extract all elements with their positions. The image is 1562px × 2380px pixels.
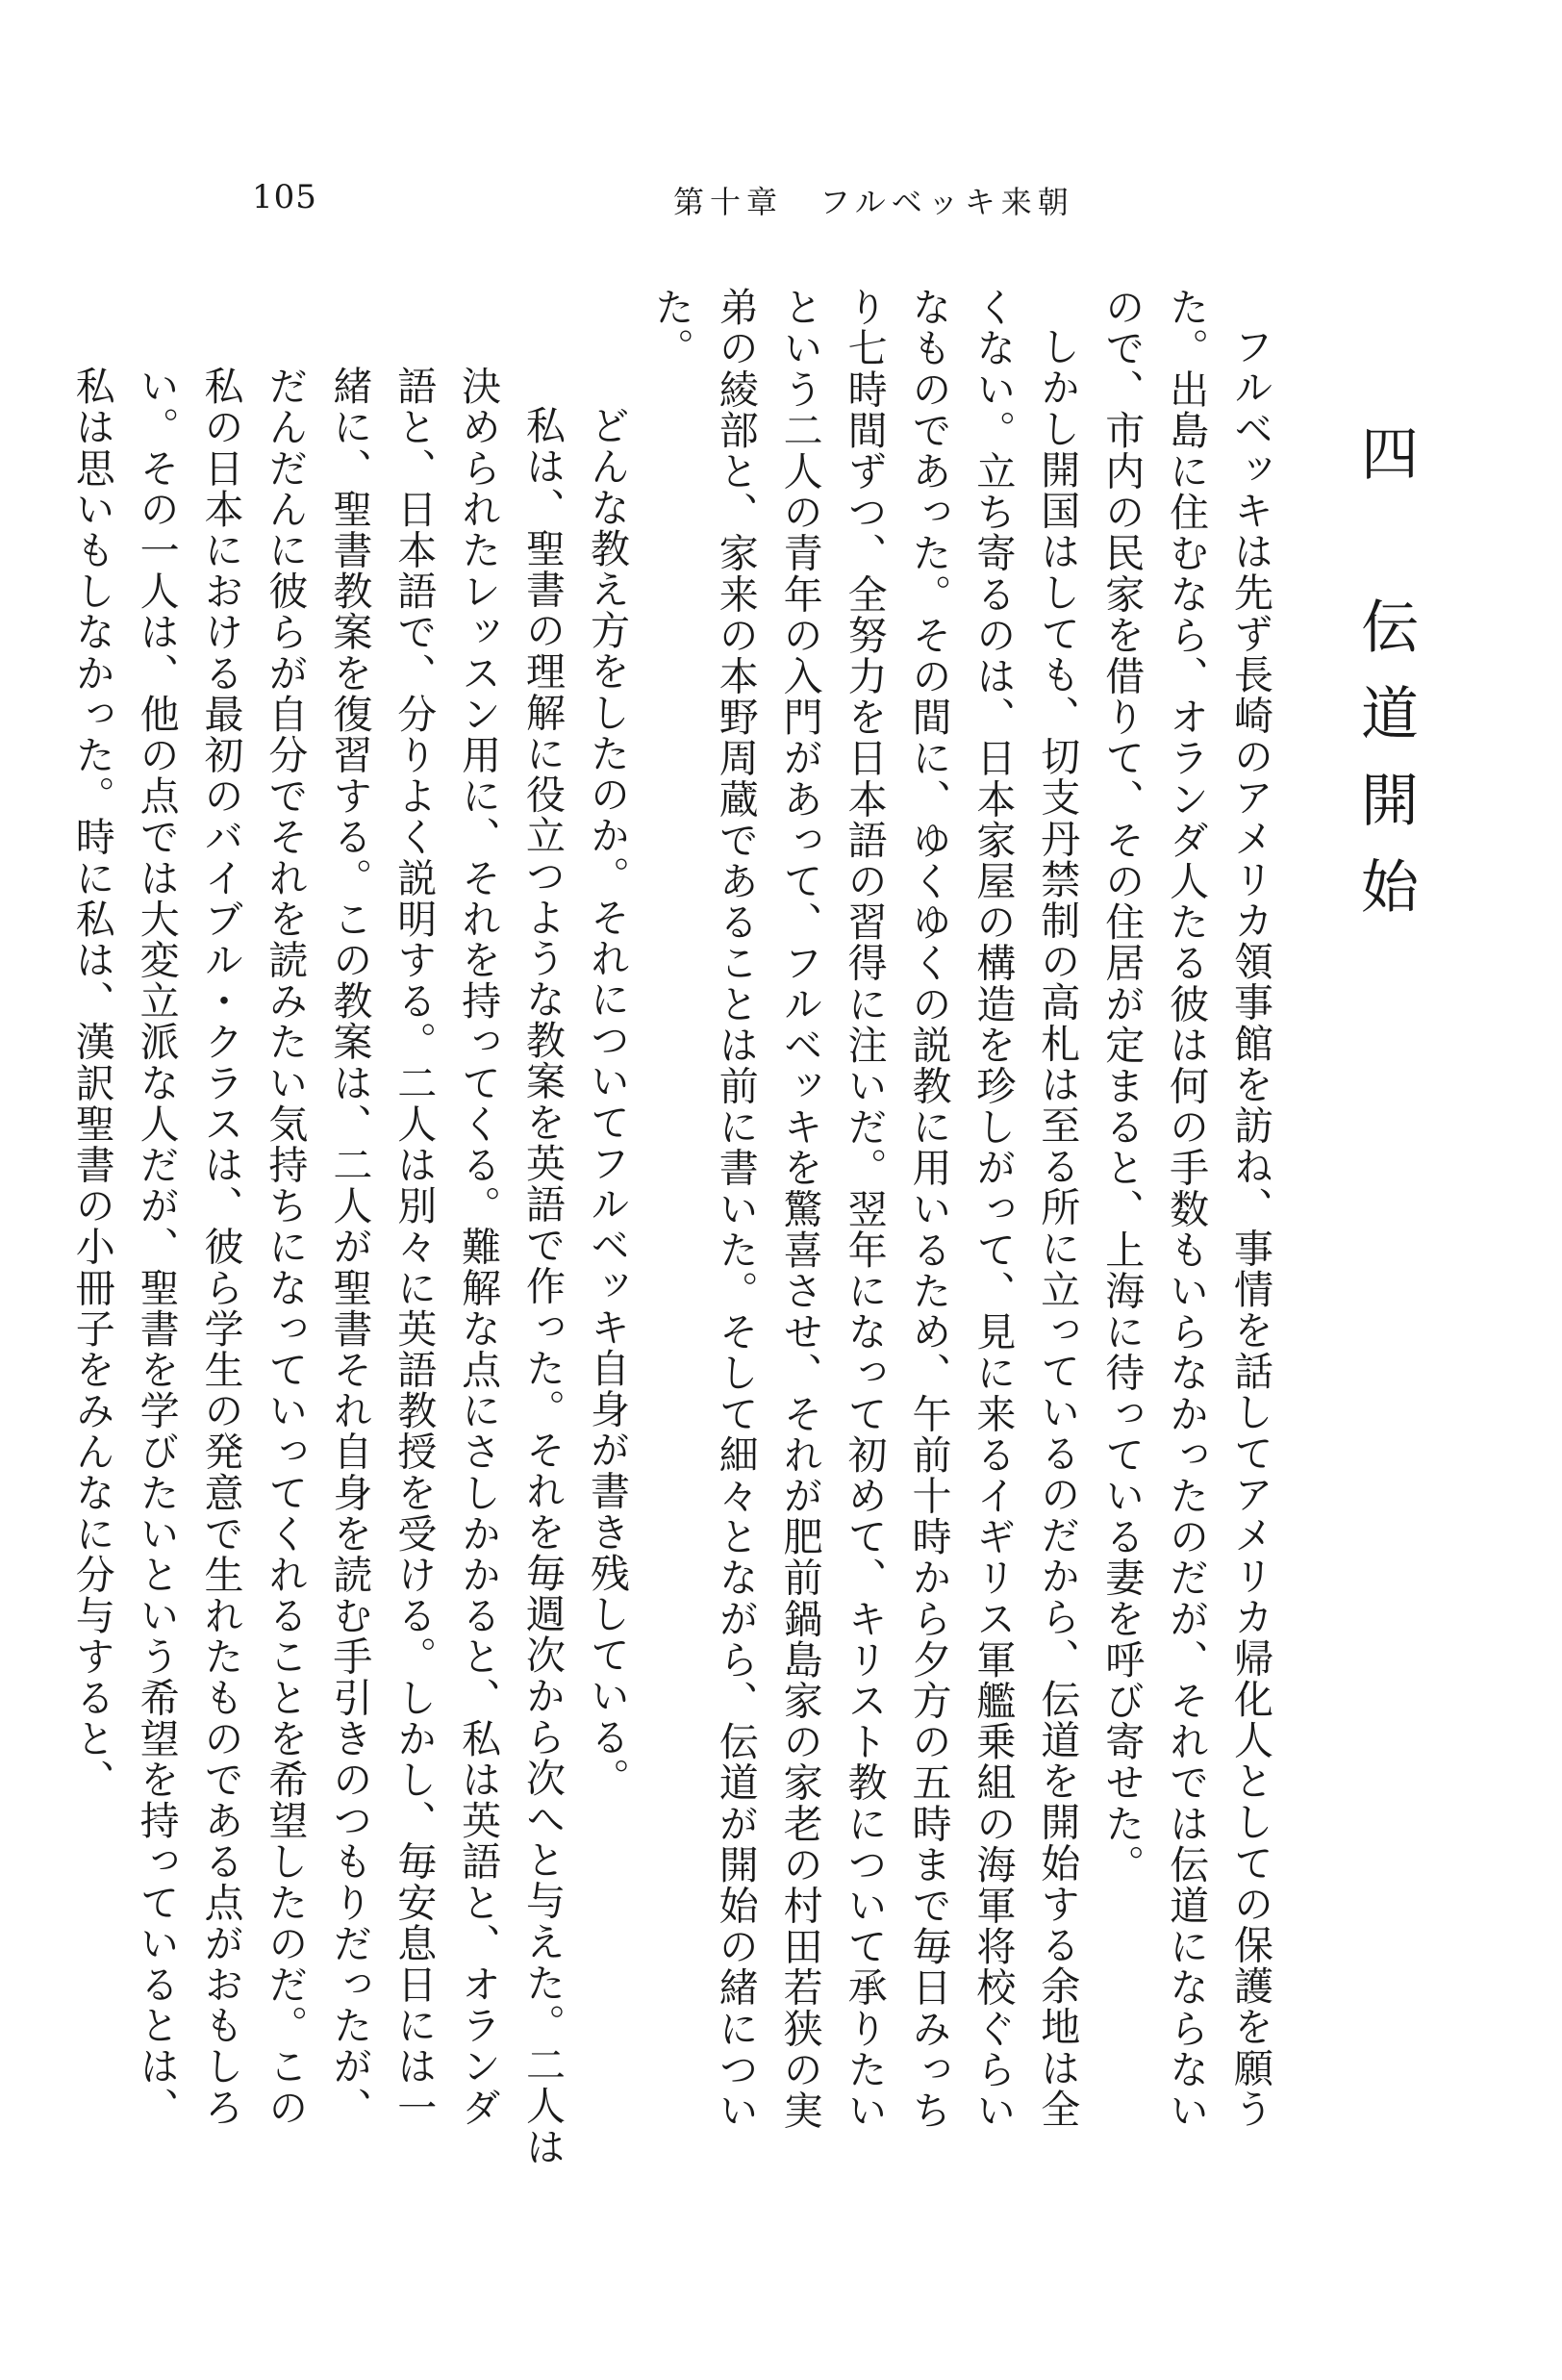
paragraph-3: どんな教え方をしたのか。それについてフルベッキ自身が書き残している。 bbox=[583, 405, 630, 1799]
paragraph-2: しかし開国はしても、切支丹禁制の高札は至る所に立っているのだから、伝道を開始する余地は全くない。立ち寄るのは、日本家屋の構造を珍しがって、見に来るイギリス軍艦乗組の海軍将校ぐらいなものであった。その間に、ゆくゆくの説教に用いるため、午前十時から夕方の五時まで毎日みっちり七時間ずつ、全努力を日本語の習得に注いだ。翌年になって初めて、キリスト教について承りたいという二人の青年の入門があって、フルベッキを驚喜させ、それが肥前鍋島家の家老の村田若狭の実弟の綾部と、家来の本野周蔵であることは前に書いた。そして細々とながら、伝道が開始の緒についた。 bbox=[647, 287, 1081, 2131]
paragraph-1: フルベッキは先ず長崎のアメリカ領事館を訪ね、事情を話してアメリカ帰化人としての保護を願うた。出島に住むなら、オランダ人たる彼は何の手数もいらなかったのだが、それでは伝道にならないので、市内の民家を借りて、その住居が定まると、上海に待っている妻を呼び寄せた。 bbox=[1098, 287, 1273, 2131]
quoted-paragraph: 私は、聖書の理解に役立つような教案を英語で作った。それを毎週次から次へと与えた。二人は決められたレッスン用に、それを持ってくる。難解な点にさしかかると、私は英語と、オランダ語と、日本語で、分りよく説明する。二人は別々に英語教授を受ける。しかし、毎安息日には一緒に、聖書教案を復習する。この教案は、二人が聖書それ自身を読む手引きのつもりだったが、だんだんに彼らが自分でそれを読みたい気持ちになっていってくれることを希望したのだ。この私の日本における最初のバイブル・クラスは、彼ら学生の発意で生れたものである点がおもしろい。その一人は、他の点では大変立派な人だが、聖書を学びたいという希望を持っているとは、私は思いもしなかった。時に私は、漢訳聖書の小冊子をみんなに分与すると、 bbox=[68, 366, 567, 2167]
section-heading: 四 伝道開始 bbox=[1351, 423, 1419, 943]
body-text bbox=[68, 287, 1282, 2167]
page-number: 105 bbox=[252, 178, 317, 216]
running-head: 第十章 フルベッキ来朝 bbox=[673, 184, 1074, 220]
